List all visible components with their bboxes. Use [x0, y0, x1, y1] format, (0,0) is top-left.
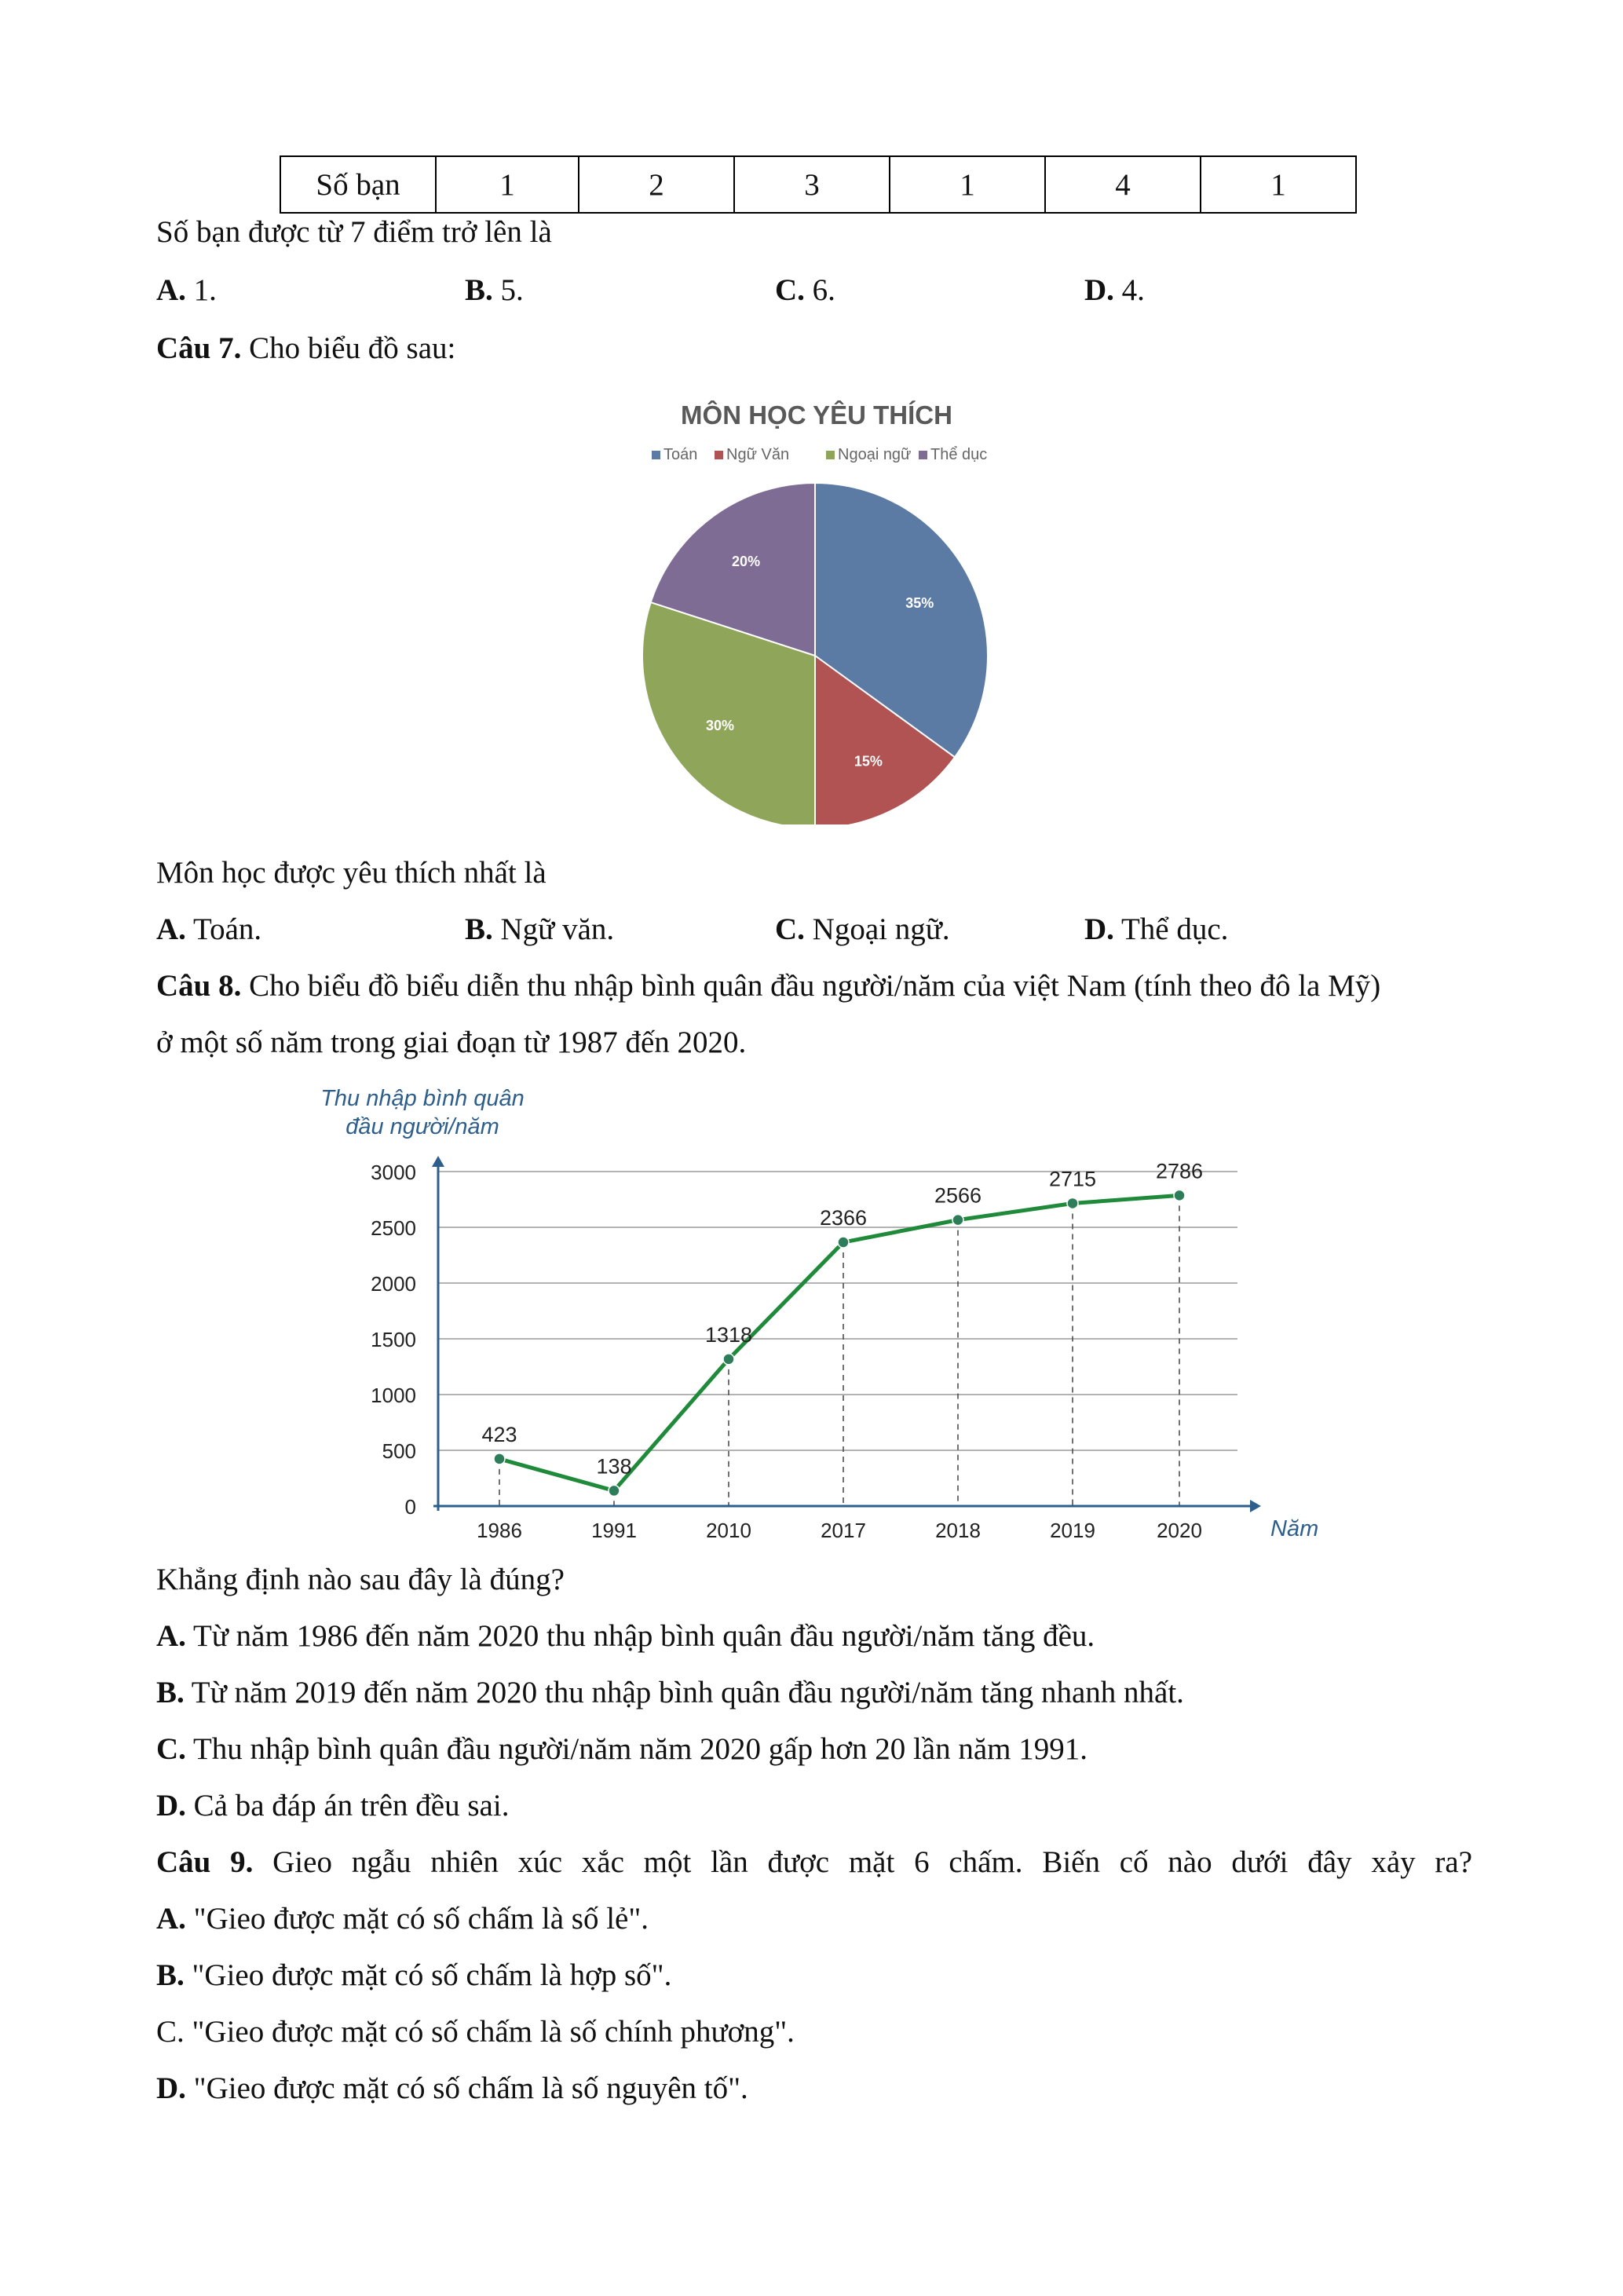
y-tick-label: 0	[404, 1495, 416, 1519]
option-text: "Gieo được mặt có số chấm là số lẻ".	[185, 1902, 649, 1936]
x-tick-label: 2010	[706, 1519, 751, 1542]
q8-option-b	[156, 1674, 1184, 1712]
data-label: 138	[596, 1454, 632, 1479]
pie-slice-label: 35%	[905, 595, 934, 612]
pie-legend	[652, 446, 987, 463]
option-letter: A.	[156, 912, 186, 946]
option-letter: A.	[156, 1619, 186, 1653]
x-tick-label: 2017	[821, 1519, 866, 1542]
option-letter: C.	[156, 1732, 186, 1766]
x-axis-arrow	[1250, 1500, 1261, 1512]
table-cell: 4	[1045, 156, 1201, 213]
option-letter: A.	[156, 273, 186, 307]
option-letter: C.	[775, 912, 805, 946]
line-chart-ylabel-2: đầu người/năm	[345, 1114, 499, 1139]
q7-question: Môn học được yêu thích nhất là	[156, 856, 546, 890]
question-label: Câu 7.	[156, 331, 242, 365]
question-text: Cho biểu đồ biểu diễn thu nhập bình quân đầu người/năm của việt Nam (tính theo đô la Mỹ)	[241, 969, 1381, 1003]
q8-heading-line2: ở một số năm trong giai đoạn từ 1987 đến 2020.	[156, 1026, 747, 1059]
line-chart-ylabel-1: Thu nhập bình quân	[320, 1086, 525, 1111]
y-tick-label: 3000	[371, 1161, 416, 1184]
option-letter: D.	[1084, 912, 1114, 946]
data-label: 2366	[819, 1206, 868, 1230]
table-row-label: Số bạn	[280, 156, 436, 213]
table-cell: 2	[579, 156, 734, 213]
table-cell: 3	[734, 156, 890, 213]
pie-slice-label: 20%	[732, 553, 761, 569]
pie-legend-swatch	[919, 451, 927, 459]
option-letter: D.	[156, 1789, 186, 1823]
x-tick-label: 2018	[935, 1519, 981, 1542]
pie-legend-label: Toán	[663, 446, 698, 463]
frequency-table	[280, 155, 1357, 214]
option-letter: A.	[156, 1902, 186, 1936]
option-text: 6.	[804, 273, 835, 307]
table-cell: 1	[890, 156, 1045, 213]
q8-option-a	[156, 1618, 1095, 1655]
q6-option-c	[775, 272, 835, 309]
option-text: "Gieo được mặt có số chấm là hợp số".	[184, 1958, 672, 1992]
option-text: 1.	[185, 273, 217, 307]
x-tick-label: 1991	[591, 1519, 637, 1542]
q6-option-b	[465, 272, 524, 309]
option-text: Từ năm 1986 đến năm 2020 thu nhập bình quân đầu người/năm tăng đều.	[185, 1619, 1095, 1653]
data-label: 2715	[1048, 1167, 1097, 1191]
q7-heading	[156, 330, 455, 367]
question-label: Câu 8.	[156, 969, 242, 1003]
line-marks	[481, 1159, 1203, 1496]
pie-legend-label: Ngoại ngữ	[838, 446, 912, 463]
data-label: 2786	[1155, 1159, 1204, 1183]
option-letter: B.	[465, 273, 493, 307]
line-axes	[371, 1156, 1261, 1542]
q6-prompt: Số bạn được từ 7 điểm trở lên là	[156, 215, 552, 249]
option-text: 4.	[1113, 273, 1145, 307]
data-point	[609, 1485, 620, 1496]
y-tick-label: 2000	[371, 1272, 416, 1296]
option-text: 5.	[492, 273, 524, 307]
option-text: Thu nhập bình quân đầu người/năm năm 2020 gấp hơn 20 lần năm 1991.	[185, 1732, 1088, 1766]
line-chart-xlabel: Năm	[1270, 1516, 1319, 1541]
y-axis-arrow	[432, 1156, 444, 1167]
table-cell: 1	[1201, 156, 1356, 213]
option-text: C. "Gieo được mặt có số chấm là số chính phương".	[156, 2015, 795, 2049]
pie-legend-swatch	[715, 451, 723, 459]
x-tick-label: 2019	[1050, 1519, 1095, 1542]
option-text: Ngữ văn.	[492, 912, 615, 946]
q7-option-c	[775, 911, 950, 949]
option-text: Cả ba đáp án trên đều sai.	[185, 1789, 510, 1823]
question-label: Câu 9.	[156, 1845, 254, 1879]
pie-legend-label: Thể dục	[930, 446, 988, 463]
q9-heading	[156, 1844, 1472, 1881]
q9-option-b	[156, 1957, 671, 1994]
option-text: Thể dục.	[1113, 912, 1229, 946]
option-text: Từ năm 2019 đến năm 2020 thu nhập bình quân đầu người/năm tăng nhanh nhất.	[184, 1676, 1184, 1709]
y-tick-label: 1000	[371, 1384, 416, 1407]
y-tick-label: 1500	[371, 1328, 416, 1351]
y-tick-label: 500	[382, 1439, 416, 1463]
pie-slice-label: 15%	[854, 753, 883, 770]
data-point	[723, 1354, 734, 1365]
question-text: Gieo ngẫu nhiên xúc xắc một lần được mặt 6 chấm. Biến cố nào dưới đây xảy ra?	[253, 1845, 1472, 1879]
table-row	[280, 156, 1356, 213]
data-point	[952, 1215, 963, 1226]
option-text: Ngoại ngữ.	[804, 912, 950, 946]
option-letter: B.	[156, 1958, 185, 1992]
x-tick-label: 2020	[1157, 1519, 1202, 1542]
q6-option-a	[156, 272, 217, 309]
pie-chart	[612, 385, 1021, 824]
pie-slices	[642, 483, 988, 824]
option-text: Toán.	[185, 912, 262, 946]
pie-legend-swatch	[652, 451, 660, 459]
x-tick-label: 1986	[477, 1519, 522, 1542]
q9-option-a	[156, 1900, 649, 1938]
data-label: 1318	[704, 1322, 753, 1347]
q7-option-d	[1084, 911, 1228, 949]
data-point	[1067, 1197, 1078, 1208]
line-chart	[314, 1084, 1319, 1555]
data-point	[838, 1237, 849, 1248]
question-text: Cho biểu đồ sau:	[241, 331, 456, 365]
data-label: 2566	[934, 1183, 982, 1208]
option-letter: D.	[1084, 273, 1114, 307]
q7-option-b	[465, 911, 614, 949]
pie-slice-label: 30%	[705, 717, 734, 733]
q6-option-d	[1084, 272, 1145, 309]
q8-option-c	[156, 1731, 1087, 1768]
q9-option-c	[156, 2013, 795, 2051]
data-point	[1174, 1190, 1185, 1201]
q8-question: Khẳng định nào sau đây là đúng?	[156, 1563, 565, 1596]
q7-option-a	[156, 911, 261, 949]
data-label: 423	[481, 1422, 517, 1446]
table-cell: 1	[436, 156, 579, 213]
y-tick-label: 2500	[371, 1216, 416, 1240]
option-letter: C.	[775, 273, 805, 307]
pie-legend-swatch	[826, 451, 835, 459]
option-text: "Gieo được mặt có số chấm là số nguyên tố".	[185, 2071, 748, 2105]
q8-option-d	[156, 1787, 509, 1825]
option-letter: B.	[156, 1676, 185, 1709]
option-letter: D.	[156, 2071, 186, 2105]
option-letter: B.	[465, 912, 493, 946]
q9-option-d	[156, 2070, 748, 2108]
pie-legend-label: Ngữ Văn	[726, 446, 790, 463]
q8-heading	[156, 967, 1380, 1005]
pie-chart-title: MÔN HỌC YÊU THÍCH	[681, 400, 952, 430]
data-point	[494, 1453, 505, 1464]
